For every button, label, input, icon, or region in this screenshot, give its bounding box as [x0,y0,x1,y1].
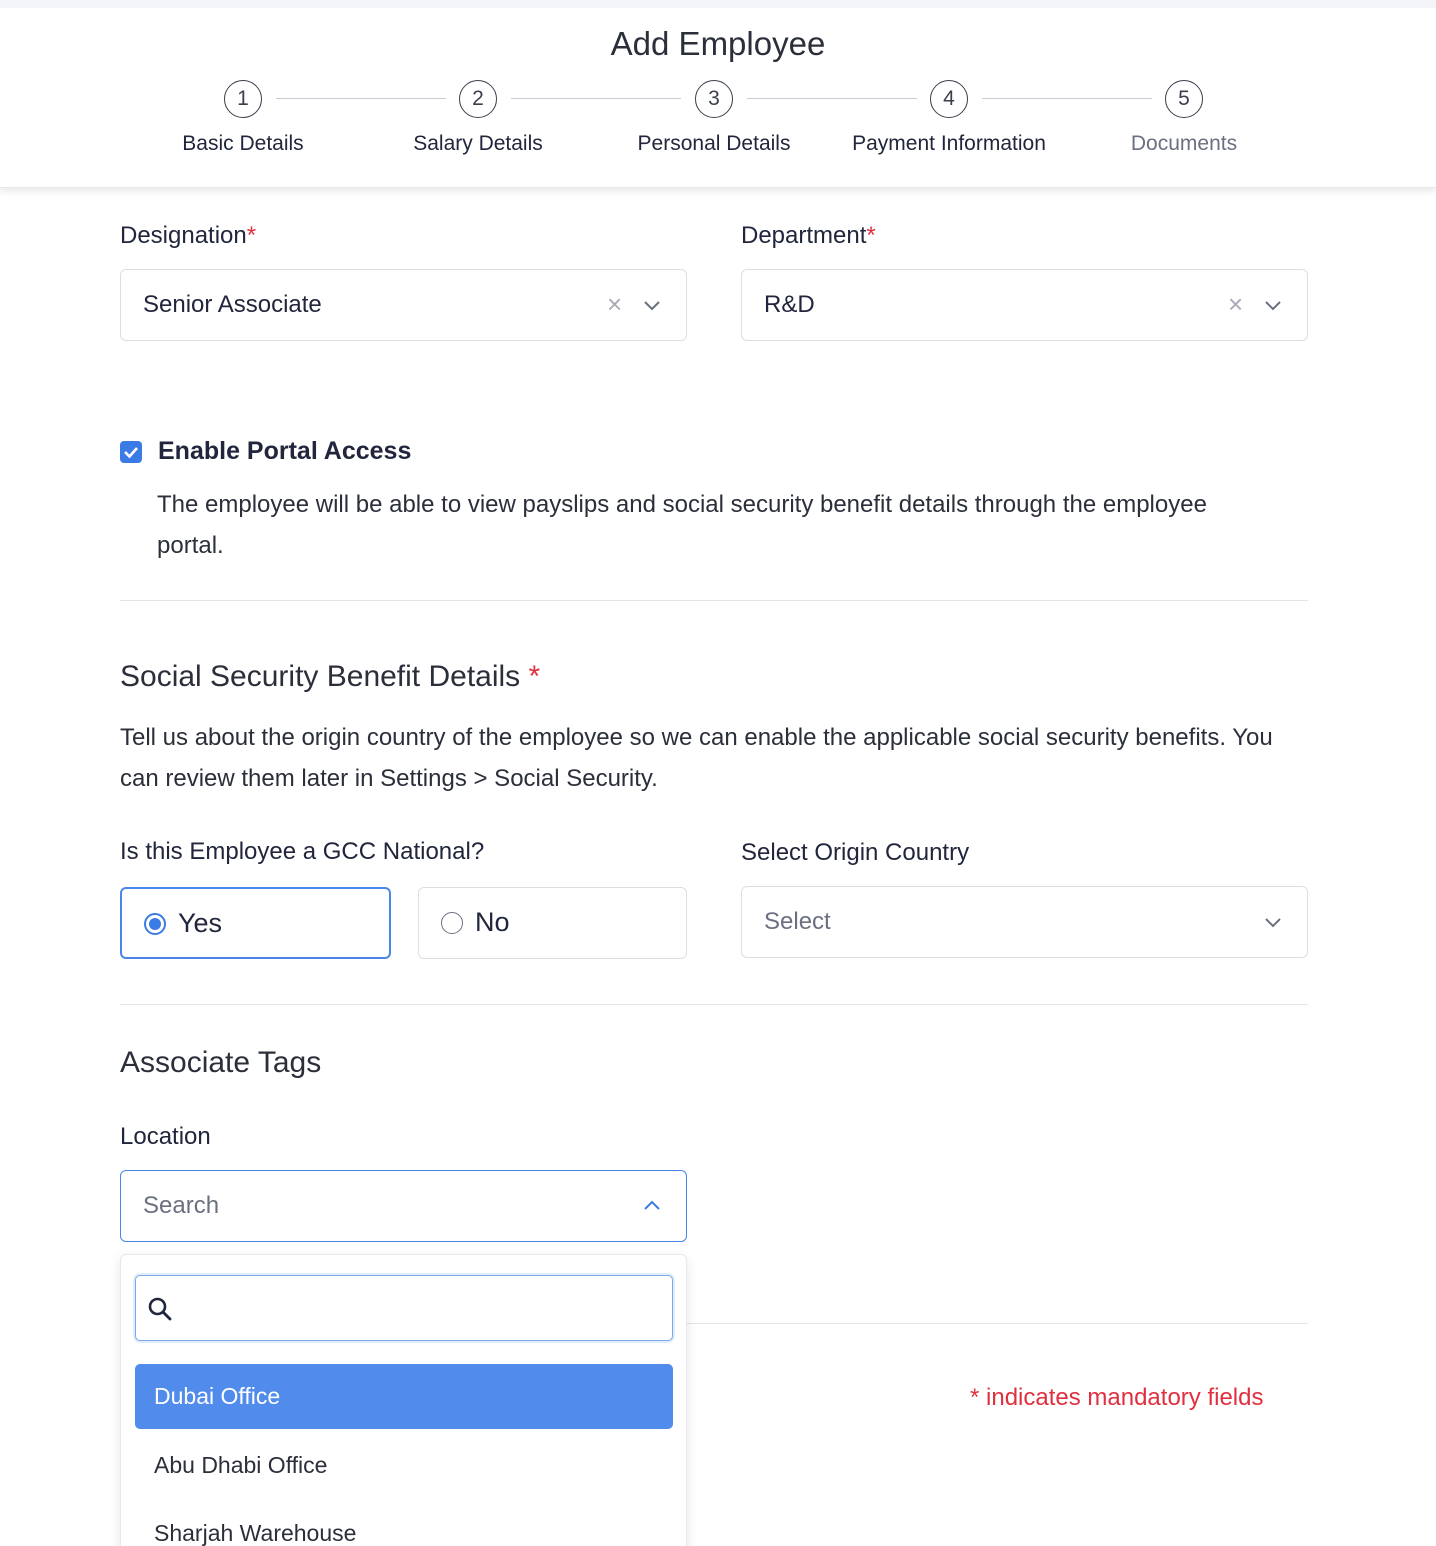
portal-access-checkbox[interactable] [120,441,142,463]
portal-access-label[interactable]: Enable Portal Access [158,437,412,465]
dropdown-option[interactable]: Sharjah Warehouse [154,1520,357,1546]
department-label: Department* [741,222,876,249]
origin-country-select[interactable] [741,886,1308,958]
step-salary-details[interactable] [358,80,598,156]
step-number: 1 [224,80,262,118]
step-documents[interactable] [1064,80,1304,156]
dropdown-option[interactable]: Abu Dhabi Office [154,1452,328,1478]
gcc-no-option[interactable] [418,887,687,959]
designation-label: Designation* [120,222,257,249]
required-mark: * [866,222,876,249]
wizard-header [0,8,1436,188]
mandatory-fields-note: * indicates mandatory fields [970,1384,1264,1411]
department-select[interactable] [741,269,1308,341]
social-security-description: Tell us about the origin country of the employee so we can enable the applicable social security benefits. You can review them later in Settings > Social Security. [120,724,1273,792]
chevron-down-icon[interactable] [1261,293,1285,317]
step-label: Salary Details [413,132,543,155]
radio-button [144,913,166,935]
portal-access-description: The employee will be able to view payslips and social security benefit details through the employee portal. [157,491,1207,559]
step-number: 4 [930,80,968,118]
location-select[interactable] [120,1170,687,1242]
step-label: Personal Details [637,132,791,155]
social-security-title: Social Security Benefit Details * [120,660,541,693]
step-label: Payment Information [852,132,1046,155]
dropdown-search-input[interactable] [135,1275,673,1341]
clear-icon[interactable]: × [607,289,623,319]
page-title: Add Employee [610,25,826,62]
chevron-down-icon[interactable] [640,293,664,317]
dropdown-option[interactable]: Dubai Office [135,1364,673,1429]
department-value: R&D [764,291,815,318]
associate-tags-title: Associate Tags [120,1046,322,1079]
origin-country-label: Select Origin Country [741,839,970,866]
step-label: Basic Details [182,132,304,155]
location-placeholder: Search [143,1192,220,1219]
location-dropdown [120,1254,687,1546]
divider [120,1004,1308,1005]
clear-icon[interactable]: × [1228,289,1244,319]
step-number: 5 [1165,80,1203,118]
chevron-down-icon [1261,910,1285,934]
step-number: 3 [695,80,733,118]
step-personal-details[interactable] [594,80,834,156]
top-strip [0,0,1436,8]
step-basic-details[interactable] [123,80,363,156]
location-label: Location [120,1123,211,1150]
required-mark: * [246,222,257,249]
radio-label: Yes [178,908,223,938]
radio-label: No [475,907,510,937]
step-payment-information[interactable] [829,80,1069,156]
gcc-question-label: Is this Employee a GCC National? [120,838,485,865]
checkmark-icon [120,441,142,463]
gcc-yes-option[interactable] [120,887,391,959]
step-label: Documents [1130,132,1238,155]
step-number: 2 [459,80,497,118]
designation-value: Senior Associate [143,291,322,318]
chevron-up-icon[interactable] [640,1194,664,1218]
search-icon [146,1295,174,1323]
radio-button [441,912,463,934]
divider [120,600,1308,601]
origin-country-placeholder: Select [764,908,831,935]
designation-select[interactable] [120,269,687,341]
required-mark: * [528,660,541,693]
